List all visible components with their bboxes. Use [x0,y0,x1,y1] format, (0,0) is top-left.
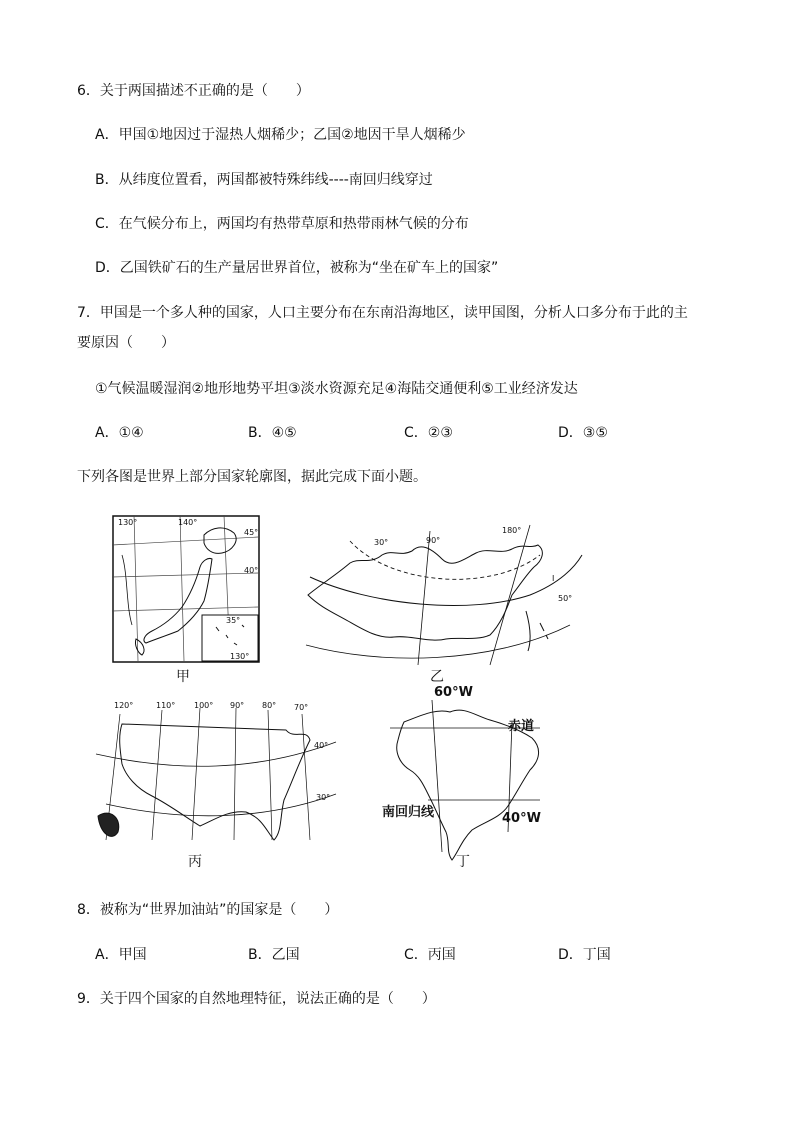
yi-tick-180: 180° [502,526,522,535]
yi-tick-90: 90° [426,536,441,545]
bing-tick-70: 70° [294,703,309,712]
q6-option-c: C．在气候分布上，两国均有热带草原和热带雨林气候的分布 [95,216,469,232]
bing-tick-90: 90° [230,701,245,710]
bing-tick-30: 30° [316,793,331,802]
ding-lon-60w: 60°W [434,685,473,700]
yi-tick-50: 50° [558,594,573,603]
q6-option-a: A．甲国①地因过于湿热人烟稀少；乙国②地因干旱人烟稀少 [95,127,466,143]
q7-stem-line1: 7．甲国是一个多人种的国家，人口主要分布在东南沿海地区，读甲国图，分析人口多分布于此的主 [77,305,688,321]
map-bing [96,700,336,870]
q8-option-b: B．乙国 [248,947,300,963]
map-ding [380,682,550,868]
jia-tick-45: 45° [244,528,259,537]
q8-option-c: C．丙国 [404,947,456,963]
bing-tick-120: 120° [114,701,134,710]
yi-tick-I: I [552,574,555,583]
ding-tropic-label: 南回归线 [382,805,435,820]
jia-tick-40: 40° [244,566,259,575]
q7-option-a: A．①④ [95,425,144,441]
ding-lon-40w: 40°W [502,811,541,826]
q7-stem-line2: 要原因（ ） [77,335,175,351]
ding-equator-label: 赤道 [508,719,535,734]
yi-tick-30: 30° [374,538,389,547]
bing-tick-100: 100° [194,701,214,710]
map-jia-caption: 甲 [176,669,190,685]
q9-stem: 9．关于四个国家的自然地理特征，说法正确的是（ ） [77,991,436,1007]
q8-stem: 8．被称为“世界加油站”的国家是（ ） [77,902,339,918]
q7-option-b: B．④⑤ [248,425,297,441]
q7-option-c: C．②③ [404,425,453,441]
map-ding-caption: 丁 [456,854,470,870]
bing-tick-40: 40° [314,741,329,750]
jia-tick-35: 35° [226,616,241,625]
jia-tick-130b: 130° [230,652,250,661]
q6-stem: 6．关于两国描述不正确的是（ ） [77,83,310,99]
map-jia [112,515,262,685]
q6-option-d: D．乙国铁矿石的生产量居世界首位，被称为“坐在矿车上的国家” [95,260,499,276]
q7-factors: ①气候温暖湿润②地形地势平坦③淡水资源充足④海陆交通便利⑤工业经济发达 [95,381,578,397]
bing-tick-110: 110° [156,701,176,710]
map-bing-caption: 丙 [188,854,202,870]
q7-option-d: D．③⑤ [558,425,608,441]
map-yi [290,515,590,685]
jia-tick-130: 130° [118,518,138,527]
maps-intro: 下列各图是世界上部分国家轮廓图，据此完成下面小题。 [77,469,427,485]
q8-option-a: A．甲国 [95,947,147,963]
q6-option-b: B．从纬度位置看，两国都被特殊纬线----南回归线穿过 [95,172,433,188]
map-yi-caption: 乙 [430,669,444,685]
bing-tick-80: 80° [262,701,277,710]
q8-option-d: D．丁国 [558,947,611,963]
jia-tick-140: 140° [178,518,198,527]
